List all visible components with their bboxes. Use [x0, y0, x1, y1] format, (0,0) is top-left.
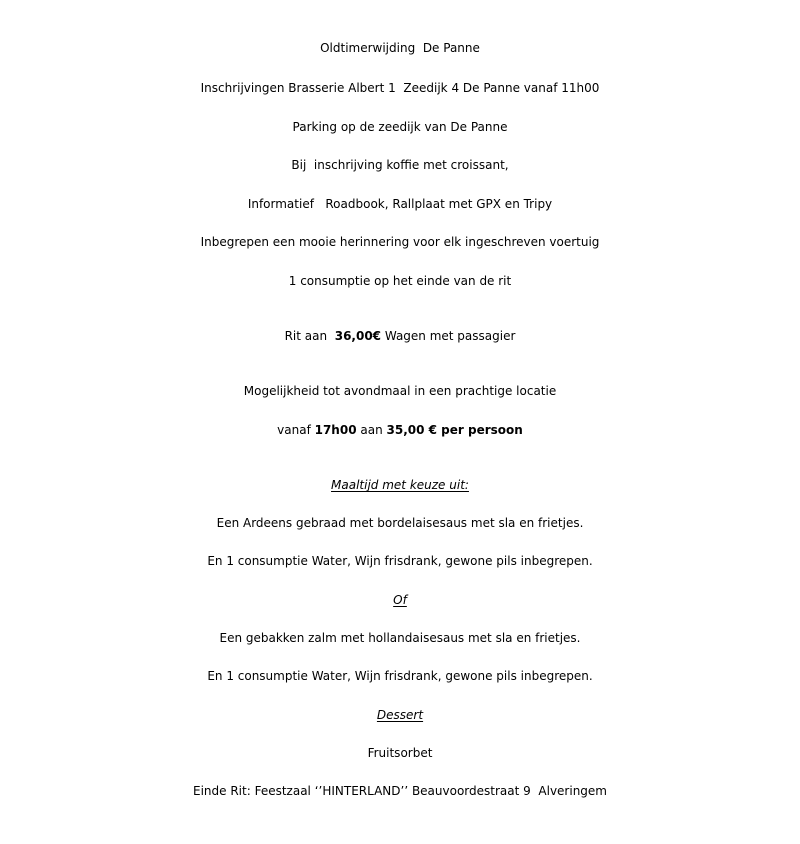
souvenir-line: Inbegrepen een mooie herinnering voor elk ingeschreven voertuig [200, 235, 600, 249]
dinner-price: 35,00 € per persoon [386, 423, 523, 437]
dinner-middle: aan [356, 423, 387, 437]
menu-drinks-1: En 1 consumptie Water, Wijn frisdrank, gewone pils inbegrepen. [207, 554, 593, 568]
menu-or-text: Of [393, 593, 407, 607]
menu-drinks-2: En 1 consumptie Water, Wijn frisdrank, gewone pils inbegrepen. [207, 669, 593, 683]
dessert-heading-text: Dessert [376, 708, 424, 722]
end-line: Einde Rit: Feestzaal ‘’HINTERLAND’’ Beauvoordestraat 9 Alveringem [193, 784, 607, 798]
page-title: Oldtimerwijding De Panne [320, 41, 480, 55]
dessert-line: Fruitsorbet [367, 746, 433, 760]
dessert-heading [0, 703, 800, 727]
consumption-line: 1 consumptie op het einde van de rit [288, 274, 512, 288]
registration-line: Inschrijvingen Brasserie Albert 1 Zeedijk 4 De Panne vanaf 11h00 [200, 81, 600, 95]
dinner-time: 17h00 [314, 423, 357, 437]
roadbook-line: Informatief Roadbook, Rallplaat met GPX en Tripy [247, 197, 553, 211]
price-suffix: Wagen met passagier [381, 329, 516, 343]
parking-line: Parking op de zeedijk van De Panne [292, 120, 508, 134]
price-prefix: Rit aan [284, 329, 335, 343]
menu-or [0, 588, 800, 612]
price-line [0, 324, 800, 348]
menu-option-2: Een gebakken zalm met hollandaisesaus met sla en frietjes. [219, 631, 581, 645]
menu-option-1: Een Ardeens gebraad met bordelaisesaus met sla en frietjes. [216, 516, 584, 530]
dinner-line: Mogelijkheid tot avondmaal in een prachtige locatie [243, 384, 557, 398]
coffee-line: Bij inschrijving koffie met croissant, [291, 158, 509, 172]
dinner-price-line [0, 418, 800, 442]
dinner-prefix: vanaf [277, 423, 315, 437]
menu-heading [0, 473, 800, 497]
menu-heading-text: Maaltijd met keuze uit: [331, 478, 469, 492]
price-amount: 36,00€ [334, 329, 382, 343]
